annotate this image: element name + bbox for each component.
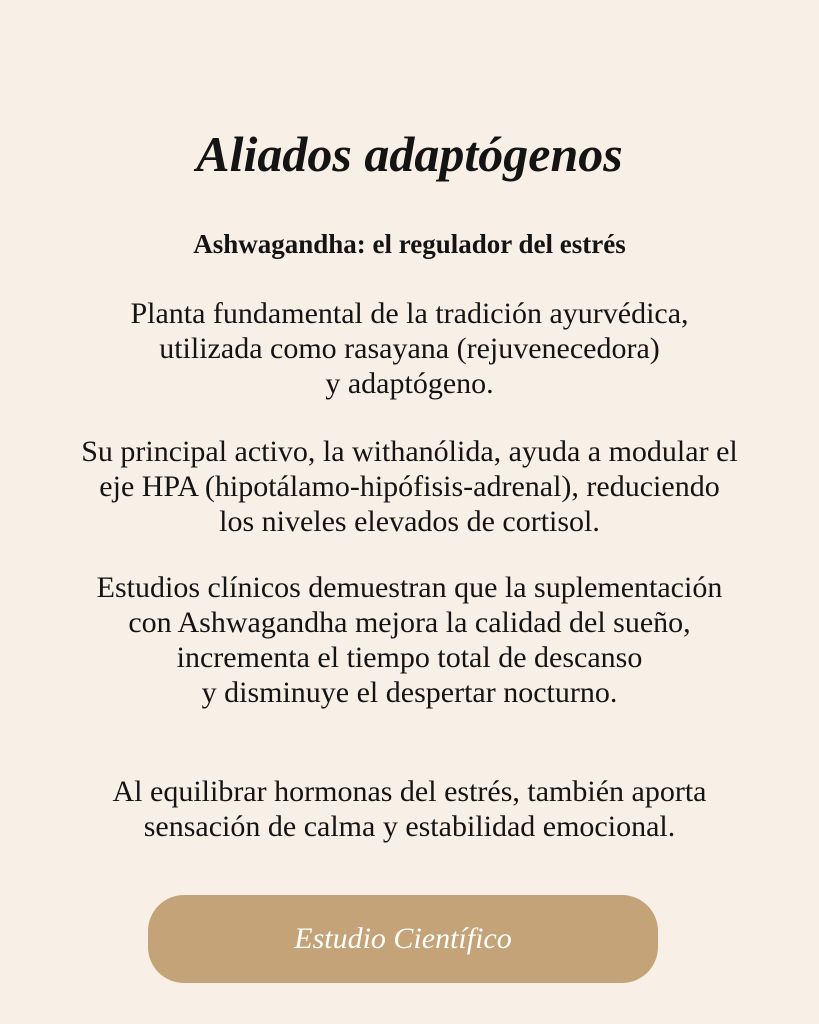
paragraph-intro: [20, 296, 799, 401]
paragraph-line: sensación de calma y estabilidad emocional.: [143, 810, 676, 843]
paragraph-line: Planta fundamental de la tradición ayurvédica,: [130, 297, 689, 330]
paragraph-line: con Ashwagandha mejora la calidad del sueño,: [128, 606, 691, 639]
paragraph-line: los niveles elevados de cortisol.: [219, 505, 600, 538]
paragraph-emotional-balance: [20, 774, 799, 844]
paragraph-line: Su principal activo, la withanólida, ayuda a modular el: [81, 435, 738, 468]
paragraph-line: incrementa el tiempo total de descanso: [176, 641, 643, 674]
paragraph-line: y disminuye el despertar nocturno.: [201, 676, 618, 709]
paragraph-line: eje HPA (hipotálamo-hipófisis-adrenal), reduciendo: [99, 470, 720, 503]
paragraph-line: utilizada como rasayana (rejuvenecedora): [159, 332, 660, 365]
paragraph-line: y adaptógeno.: [325, 367, 494, 400]
scientific-study-button[interactable]: Estudio Científico: [148, 895, 658, 983]
page-title: Aliados adaptógenos: [196, 126, 623, 182]
section-subtitle: Ashwagandha: el regulador del estrés: [193, 229, 626, 259]
paragraph-line: Al equilibrar hormonas del estrés, también aporta: [112, 775, 707, 808]
paragraph-clinical-studies: [20, 570, 799, 710]
paragraph-active-ingredient: [20, 434, 799, 539]
paragraph-line: Estudios clínicos demuestran que la suplementación: [96, 571, 723, 604]
